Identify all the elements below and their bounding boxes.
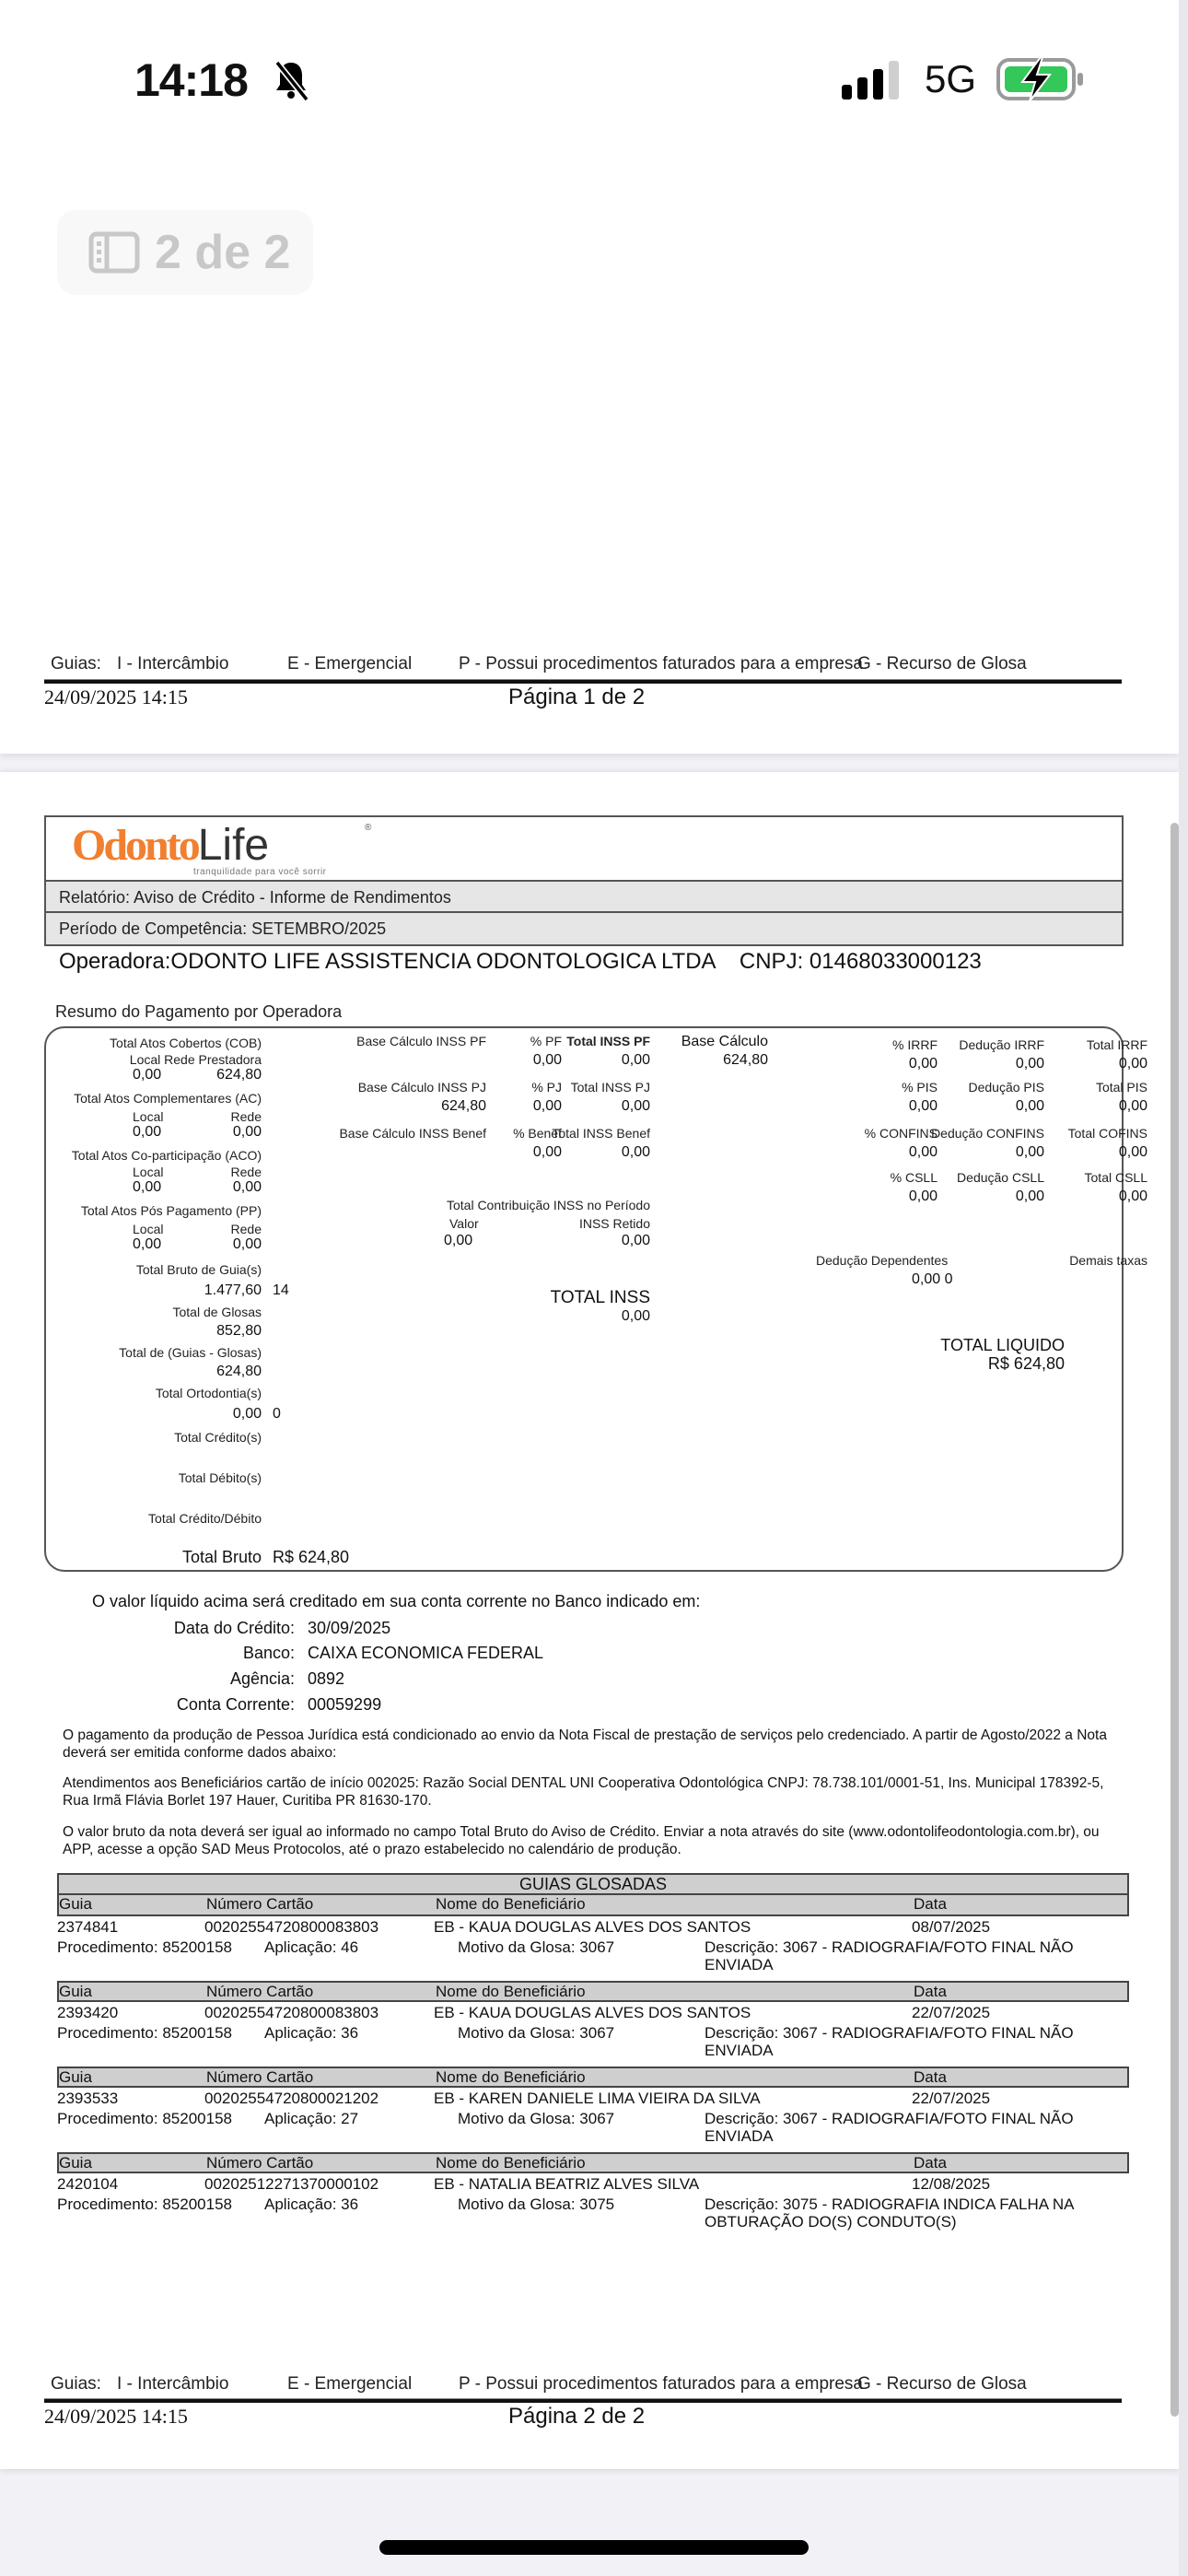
pp-local-label: Local	[133, 1222, 164, 1236]
aco-rede-label: Rede	[230, 1165, 262, 1179]
logo-odonto: Odonto	[72, 821, 198, 870]
pp-rede-label: Rede	[230, 1222, 262, 1236]
footer-legend-page1	[51, 654, 1027, 674]
guias-glosadas-title: GUIAS GLOSADAS	[57, 1873, 1129, 1895]
footer-legend-page2	[51, 2374, 1027, 2395]
total-bruto-value: R$ 624,80	[273, 1548, 350, 1566]
ortodontia-count: 0	[273, 1406, 281, 1422]
glosa-aplicacao: Aplicação: 27	[264, 2110, 359, 2127]
csll-total-label: Total CSLL	[1084, 1170, 1147, 1185]
glosa-data: 22/07/2025	[912, 2090, 991, 2107]
column-header: Número Cartão	[206, 2154, 314, 2172]
cofins-pct-label: % CONFINS	[864, 1126, 938, 1141]
column-header: Guia	[59, 2068, 92, 2086]
ac-rede-label: Rede	[230, 1109, 262, 1124]
footer-divider	[44, 2398, 1122, 2403]
cofins-ded: 0,00	[1015, 1144, 1044, 1160]
column-header: Nome do Beneficiário	[436, 1895, 586, 1913]
aco-local-label: Local	[133, 1165, 164, 1179]
footer-page-number: Página 2 de 2	[508, 2404, 646, 2429]
credito-debito-label: Total Crédito/Débito	[148, 1511, 262, 1526]
inss-benef-pct: 0,00	[532, 1144, 562, 1160]
pis-pct: 0,00	[908, 1098, 938, 1114]
inss-pf-total-label: Total INSS PF	[566, 1034, 650, 1048]
glosa-detail-row	[57, 2024, 1129, 2065]
ac-local: 0,00	[133, 1124, 162, 1140]
glosa-descricao: Descrição: 3067 - RADIOGRAFIA/FOTO FINAL NÃO ENVIADA	[705, 2024, 1074, 2059]
bell-slash-icon	[272, 59, 310, 101]
inss-pj-base-label: Base Cálculo INSS PJ	[357, 1080, 486, 1095]
column-header: Data	[914, 2154, 947, 2172]
glosa-data: 08/07/2025	[912, 1918, 991, 1936]
credit-date-value: 30/09/2025	[308, 1619, 391, 1637]
glosa-cartao: 00202554720800021202	[204, 2090, 379, 2107]
csll-pct-label: % CSLL	[890, 1170, 938, 1185]
agency-value: 0892	[308, 1669, 345, 1688]
irrf-ded-label: Dedução IRRF	[959, 1037, 1044, 1052]
pis-ded: 0,00	[1015, 1098, 1044, 1114]
column-header: Guia	[59, 1983, 92, 2000]
glosa-guia: 2374841	[57, 1918, 119, 1936]
ac-rede: 0,00	[232, 1124, 262, 1140]
glosa-data: 22/07/2025	[912, 2004, 991, 2021]
glosa-aplicacao: Aplicação: 36	[264, 2195, 359, 2213]
ac-label: Total Atos Complementares (AC)	[74, 1091, 262, 1106]
glosa-guia: 2420104	[57, 2175, 119, 2193]
glosa-data: 12/08/2025	[912, 2175, 991, 2193]
column-header: Número Cartão	[206, 1983, 314, 2000]
glosa-header-row	[57, 1895, 1129, 1916]
inss-pj-pct-label: % PJ	[531, 1080, 562, 1095]
cofins-total: 0,00	[1118, 1144, 1147, 1160]
glosa-procedimento: Procedimento: 85200158	[57, 2195, 232, 2213]
account-label: Conta Corrente:	[176, 1695, 295, 1714]
signal-icon	[842, 61, 903, 100]
legend-item: P - Possui procedimentos faturados para a empresa	[459, 2374, 863, 2394]
footer-printed-at: 24/09/2025 14:15	[44, 2405, 188, 2428]
column-header: Número Cartão	[206, 2068, 314, 2086]
glosa-header-row	[57, 1981, 1129, 2002]
bruto-guias-value: 1.477,60	[204, 1282, 262, 1298]
pis-total: 0,00	[1118, 1098, 1147, 1114]
glosa-motivo: Motivo da Glosa: 3067	[458, 2110, 615, 2127]
inss-valor: 0,00	[444, 1233, 473, 1248]
dependentes-value: 0,00 0	[912, 1271, 953, 1287]
page-indicator[interactable]	[57, 210, 313, 295]
legend-item: I - Intercâmbio	[117, 654, 229, 673]
home-indicator[interactable]	[379, 2540, 809, 2555]
pdf-page-1[interactable]	[0, 0, 1179, 754]
glosa-row	[57, 2002, 1129, 2024]
demais-taxas-label: Demais taxas	[1069, 1253, 1147, 1268]
cob-local: 0,00	[133, 1067, 162, 1083]
cofins-total-label: Total COFINS	[1067, 1126, 1147, 1141]
footer-printed-at: 24/09/2025 14:15	[44, 685, 188, 708]
ortodontia-value: 0,00	[232, 1406, 262, 1422]
nota-fiscal-notice: O pagamento da produção de Pessoa Jurídica está condicionado ao envio da Nota Fiscal de prestação de serviços pelo credenciado. A partir de Agosto/2022 a Nota deverá ser emitida conforme dados abaixo:	[63, 1727, 1107, 1761]
column-header: Nome do Beneficiário	[436, 2068, 586, 2086]
legend-prefix: Guias:	[51, 2374, 101, 2394]
inss-contrib-label: Total Contribuição INSS no Período	[446, 1198, 650, 1212]
guias-glosas-value: 624,80	[216, 1364, 262, 1379]
scrollbar-thumb[interactable]	[1171, 823, 1179, 2417]
glosa-procedimento: Procedimento: 85200158	[57, 2110, 232, 2127]
column-header: Guia	[59, 2154, 92, 2172]
glosas-label: Total de Glosas	[172, 1305, 262, 1319]
irrf-pct: 0,00	[908, 1056, 938, 1071]
cob-sub: Local Rede Prestadora	[129, 1052, 262, 1067]
bank-label: Banco:	[242, 1644, 295, 1662]
page-indicator-label: 2 de 2	[155, 226, 291, 279]
inss-pf-pct-label: % PF	[530, 1034, 562, 1048]
legend-item: P - Possui procedimentos faturados para a empresa	[459, 654, 863, 673]
footer-page-number: Página 1 de 2	[508, 685, 646, 709]
legend-item: E - Emergencial	[287, 654, 413, 673]
glosa-header-row	[57, 2067, 1129, 2088]
glosa-detail-row	[57, 1938, 1129, 1979]
glosa-cartao: 00202554720800083803	[204, 1918, 379, 1936]
column-header: Nome do Beneficiário	[436, 1983, 586, 2000]
column-header: Data	[914, 2068, 947, 2086]
bank-value: CAIXA ECONOMICA FEDERAL	[308, 1644, 544, 1662]
cob-label: Total Atos Cobertos (COB)	[110, 1036, 262, 1050]
bruto-guias-label: Total Bruto de Guia(s)	[135, 1262, 262, 1277]
guias-glosadas-table	[57, 1873, 1129, 2236]
column-header: Número Cartão	[206, 1895, 314, 1913]
legend-item: E - Emergencial	[287, 2374, 413, 2394]
glosa-motivo: Motivo da Glosa: 3067	[458, 1938, 615, 1956]
bruto-guias-count: 14	[273, 1282, 289, 1298]
cob-rede: 624,80	[216, 1067, 262, 1083]
pis-total-label: Total PIS	[1095, 1080, 1147, 1095]
glosa-cartao: 00202512271370000102	[204, 2175, 379, 2193]
inss-retido-label: INSS Retido	[578, 1216, 650, 1231]
logo-registered: ®	[365, 823, 372, 833]
ac-local-label: Local	[133, 1109, 164, 1124]
glosa-row	[57, 1916, 1129, 1938]
glosa-header-row	[57, 2152, 1129, 2173]
pp-label: Total Atos Pós Pagamento (PP)	[80, 1203, 262, 1218]
inss-pf-total: 0,00	[621, 1052, 650, 1068]
glosa-aplicacao: Aplicação: 46	[264, 1938, 359, 1956]
scroll-track	[1179, 0, 1188, 2576]
payment-summary	[44, 1026, 1147, 1572]
legend-item: G - Recurso de Glosa	[857, 2374, 1027, 2394]
network-type: 5G	[925, 57, 977, 100]
glosa-guia: 2393533	[57, 2090, 119, 2107]
inss-valor-label: Valor	[449, 1216, 479, 1231]
inss-pf-pct: 0,00	[532, 1052, 562, 1068]
csll-ded-label: Dedução CSLL	[957, 1170, 1044, 1185]
report-type: Relatório: Aviso de Crédito - Informe de Rendimentos	[46, 882, 1122, 913]
logo	[46, 817, 1122, 882]
aco-local: 0,00	[133, 1179, 162, 1195]
inss-benef-base-label: Base Cálculo INSS Benef	[339, 1126, 486, 1141]
glosa-procedimento: Procedimento: 85200158	[57, 2024, 232, 2042]
pp-rede: 0,00	[232, 1236, 262, 1252]
glosa-beneficiario: EB - KAREN DANIELE LIMA VIEIRA DA SILVA	[434, 2090, 761, 2107]
total-inss-label: TOTAL INSS	[550, 1288, 650, 1307]
tax-base-label: Base Cálculo	[681, 1034, 768, 1049]
glosa-detail-row	[57, 2110, 1129, 2150]
report-period: Período de Competência: SETEMBRO/2025	[46, 913, 1122, 944]
credit-intro: O valor líquido acima será creditado em sua conta corrente no Banco indicado em:	[92, 1592, 701, 1610]
column-header: Guia	[59, 1895, 92, 1913]
glosa-detail-row	[57, 2195, 1129, 2236]
inss-pj-total: 0,00	[621, 1098, 650, 1114]
csll-pct: 0,00	[908, 1188, 938, 1204]
inss-retido: 0,00	[621, 1233, 650, 1248]
operadora-line: Operadora:ODONTO LIFE ASSISTENCIA ODONTOLOGICA LTDA CNPJ: 01468033000123	[59, 949, 982, 974]
glosa-beneficiario: EB - NATALIA BEATRIZ ALVES SILVA	[434, 2175, 700, 2193]
glosa-motivo: Motivo da Glosa: 3067	[458, 2024, 615, 2042]
glosa-descricao: Descrição: 3067 - RADIOGRAFIA/FOTO FINAL NÃO ENVIADA	[705, 1938, 1074, 1973]
inss-pj-base: 624,80	[441, 1098, 486, 1114]
footer-divider	[44, 679, 1122, 684]
beneficiarios-notice: Atendimentos aos Beneficiários cartão de início 002025: Razão Social DENTAL UNI Cooperativa Odontológica CNPJ: 78.738.101/0001-51, Ins. Municipal 178392-5, Rua Irmã Flávia Borlet 197 Hauer, Curitiba PR 81630-170.	[63, 1775, 1104, 1809]
inss-benef-total-label: Total INSS Benef	[552, 1126, 650, 1141]
glosa-cartao: 00202554720800083803	[204, 2004, 379, 2021]
credit-date-label: Data do Crédito:	[173, 1619, 295, 1637]
column-header: Nome do Beneficiário	[436, 2154, 586, 2172]
aco-label: Total Atos Co-participação (ACO)	[71, 1148, 262, 1163]
column-header: Data	[914, 1983, 947, 2000]
aco-rede: 0,00	[232, 1179, 262, 1195]
glosa-motivo: Motivo da Glosa: 3075	[458, 2195, 615, 2213]
glosa-guia: 2393420	[57, 2004, 119, 2021]
glosa-descricao: Descrição: 3067 - RADIOGRAFIA/FOTO FINAL NÃO ENVIADA	[705, 2110, 1074, 2145]
irrf-total: 0,00	[1118, 1056, 1147, 1071]
total-bruto-label: Total Bruto	[181, 1548, 262, 1566]
glosa-descricao: Descrição: 3075 - RADIOGRAFIA INDICA FALHA NA OBTURAÇÃO DO(S) CONDUTO(S)	[705, 2195, 1074, 2231]
battery-charging-icon	[996, 57, 1085, 101]
agency-label: Agência:	[229, 1669, 295, 1688]
irrf-pct-label: % IRRF	[892, 1037, 938, 1052]
pp-local: 0,00	[133, 1236, 162, 1252]
total-inss-value: 0,00	[621, 1308, 650, 1324]
inss-pf-base-label: Base Cálculo INSS PF	[356, 1034, 486, 1048]
legend-item: G - Recurso de Glosa	[857, 654, 1027, 673]
glosa-procedimento: Procedimento: 85200158	[57, 1938, 232, 1956]
inss-pj-total-label: Total INSS PJ	[570, 1080, 650, 1095]
report-header	[44, 815, 1124, 946]
guias-glosas-label: Total de (Guias - Glosas)	[119, 1345, 262, 1360]
logo-life: Life	[197, 821, 270, 870]
sidebar-icon	[88, 231, 140, 274]
total-liquido-value: R$ 624,80	[987, 1354, 1065, 1373]
glosa-beneficiario: EB - KAUA DOUGLAS ALVES DOS SANTOS	[434, 1918, 751, 1936]
valor-bruto-notice: O valor bruto da nota deverá ser igual ao informado no campo Total Bruto do Aviso de Crédito. Enviar a nota através do site (www.odontolifeodontologia.com.br), ou APP, acesse a opção SAD Meus Protocolos, até o prazo estabelecido no calendário de produção.	[63, 1824, 1100, 1857]
dependentes-label: Dedução Dependentes	[816, 1253, 949, 1268]
credito-label: Total Crédito(s)	[174, 1430, 262, 1445]
inss-benef-pct-label: % Benef	[513, 1126, 562, 1141]
ortodontia-label: Total Ortodontia(s)	[155, 1386, 262, 1400]
summary-title: Resumo do Pagamento por Operadora	[55, 1002, 343, 1021]
status-time: 14:18	[134, 54, 248, 106]
irrf-ded: 0,00	[1015, 1056, 1044, 1071]
pis-pct-label: % PIS	[902, 1080, 938, 1095]
inss-benef-total: 0,00	[621, 1144, 650, 1160]
debito-label: Total Débito(s)	[178, 1470, 262, 1485]
glosa-aplicacao: Aplicação: 36	[264, 2024, 359, 2042]
account-value: 00059299	[308, 1695, 382, 1714]
tax-base-value: 624,80	[723, 1052, 768, 1068]
glosa-row	[57, 2088, 1129, 2110]
legend-item: I - Intercâmbio	[117, 2374, 229, 2394]
legend-prefix: Guias:	[51, 654, 101, 673]
cofins-ded-label: Dedução CONFINS	[931, 1126, 1044, 1141]
irrf-total-label: Total IRRF	[1086, 1037, 1147, 1052]
csll-total: 0,00	[1118, 1188, 1147, 1204]
column-header: Data	[914, 1895, 947, 1913]
glosas-value: 852,80	[216, 1323, 262, 1339]
total-liquido-label: TOTAL LIQUIDO	[940, 1336, 1065, 1354]
pis-ded-label: Dedução PIS	[968, 1080, 1044, 1095]
status-bar	[0, 0, 1179, 166]
glosa-row	[57, 2173, 1129, 2195]
cofins-pct: 0,00	[908, 1144, 938, 1160]
logo-tagline: tranquilidade para você sorrir	[193, 867, 327, 877]
inss-pj-pct: 0,00	[532, 1098, 562, 1114]
glosa-beneficiario: EB - KAUA DOUGLAS ALVES DOS SANTOS	[434, 2004, 751, 2021]
csll-ded: 0,00	[1015, 1188, 1044, 1204]
